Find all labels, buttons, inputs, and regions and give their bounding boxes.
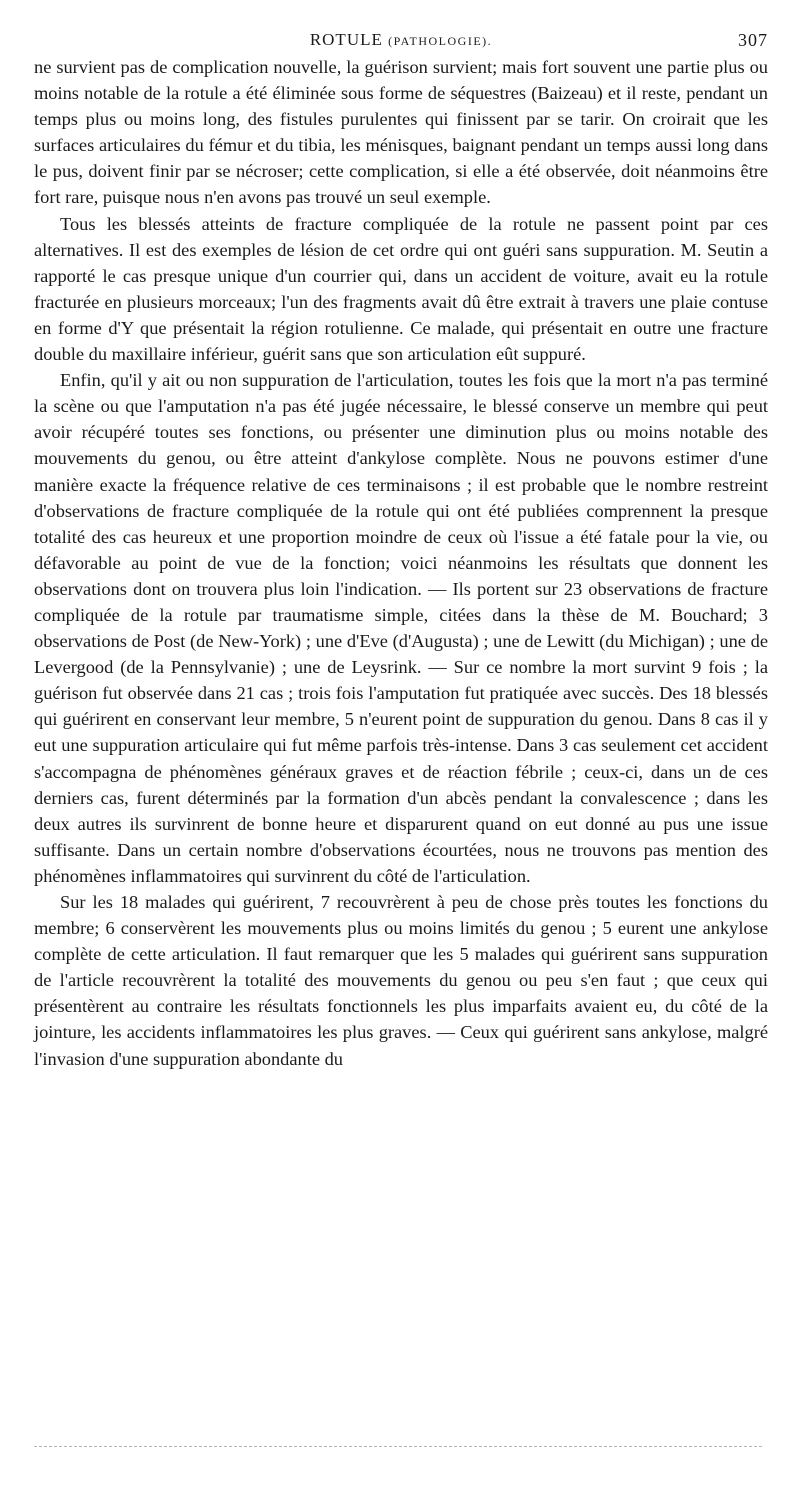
header-title: ROTULE	[309, 30, 383, 49]
paragraph: ne survient pas de complication nouvelle, la guérison survient; mais fort souvent une partie plus ou moins notable de la rotule a été éliminée sous forme de séquestres (Baizeau) et il reste, pendant un temps plus ou moins long, des fistules purulentes qui finissent par se tarir. On croirait que les surfaces articulaires du fémur et du tibia, les ménisques, baignant pendant un temps aussi long dans le pus, doivent finir par se nécroser; cette complication, si elle a été observée, doit néanmoins être fort rare, puisque nous n'en avons pas trouvé un seul exemple.	[34, 57, 768, 208]
footer-dotted-rule	[34, 1446, 762, 1447]
paragraph: Tous les blessés atteints de fracture compliquée de la rotule ne passent point par ces alternatives. Il est des exemples de lésion de cet ordre qui ont guéri sans suppuration. M. Seutin a rapporté le cas presque unique d'un courrier qui, dans un accident de voiture, avait eu la rotule fracturée en plusieurs morceaux; l'un des fragments avait dû être extrait à travers une plaie contuse en forme d'Y que présentait la région rotulienne. Ce malade, qui présentait en outre une fracture double du maxillaire inférieur, guérit sans que son articulation eût suppuré.	[34, 213, 768, 365]
paragraph: Enfin, qu'il y ait ou non suppuration de l'articulation, toutes les fois que la mort n'a pas terminé la scène ou que l'amputation n'a pas été jugée nécessaire, le blessé conserve un membre qui peut avoir récupéré toutes ses fonctions, ou présenter une diminution plus ou moins notable des mouvements du genou, ou être atteint d'ankylose complète. Nous ne pouvons estimer d'une manière exacte la fréquence relative de ces terminaisons ; il est probable que le nombre restreint d'observations de fracture compliquée de la rotule qui ont été publiées comprennent la presque totalité des cas heureux et une proportion moindre de ceux où l'issue a été fatale pour la vie, ou défavorable au point de vue de la fonction; voici néanmoins les résultats que donnent les observations dont on trouvera plus loin l'indication. — Ils portent sur 23 observations de fracture compliquée de la rotule par traumatisme simple, citées dans la thèse de M. Bouchard; 3 observations de Post (de New-York) ; une d'Eve (d'Augusta) ; une de Lewitt (du Michigan) ; une de Levergood (de la Pennsylvanie) ; une de Leysrink. — Sur ce nombre la mort survint 9 fois ; la guérison fut observée dans 21 cas ; trois fois l'amputation fut pratiquée avec succès. Des 18 blessés qui guérirent en conservant leur membre, 5 n'eurent point de suppuration du genou. Dans 8 cas il y eut une suppuration articulaire qui fut même parfois très-intense. Dans 3 cas seulement cet accident s'accompagna de phénomènes généraux graves et de réaction fébrile ; ceux-ci, dans un de ces derniers cas, furent déterminés par la formation d'un abcès pendant la convalescence ; dans les deux autres ils survinrent de bonne heure et disparurent quand on eut donné au pus une issue suffisante. Dans un certain nombre d'observations écourtées, nous ne trouvons pas mention des phénomènes inflammatoires qui survinrent du côté de l'articulation.	[34, 370, 768, 886]
page-number: 307	[738, 30, 768, 50]
running-header	[34, 30, 768, 54]
paragraph: Sur les 18 malades qui guérirent, 7 recouvrèrent à peu de chose près toutes les fonctions du membre; 6 conservèrent les mouvements plus ou moins limités du genou ; 5 eurent une ankylose complète de cette articulation. Il faut remarquer que les 5 malades qui guérirent sans suppuration de l'article recouvrèrent la totalité des mouvements du genou ou peu s'en faut ; que ceux qui présentèrent au contraire les résultats fonctionnels les plus imparfaits avaient eu, du côté de la jointure, les accidents inflammatoires les plus graves. — Ceux qui guérirent sans ankylose, malgré l'invasion d'une suppuration abondante du	[34, 892, 768, 1069]
document-page	[34, 30, 768, 1072]
running-title	[34, 30, 768, 50]
header-subtitle: (PATHOLOGIE).	[388, 34, 493, 48]
body-text	[34, 54, 768, 1072]
